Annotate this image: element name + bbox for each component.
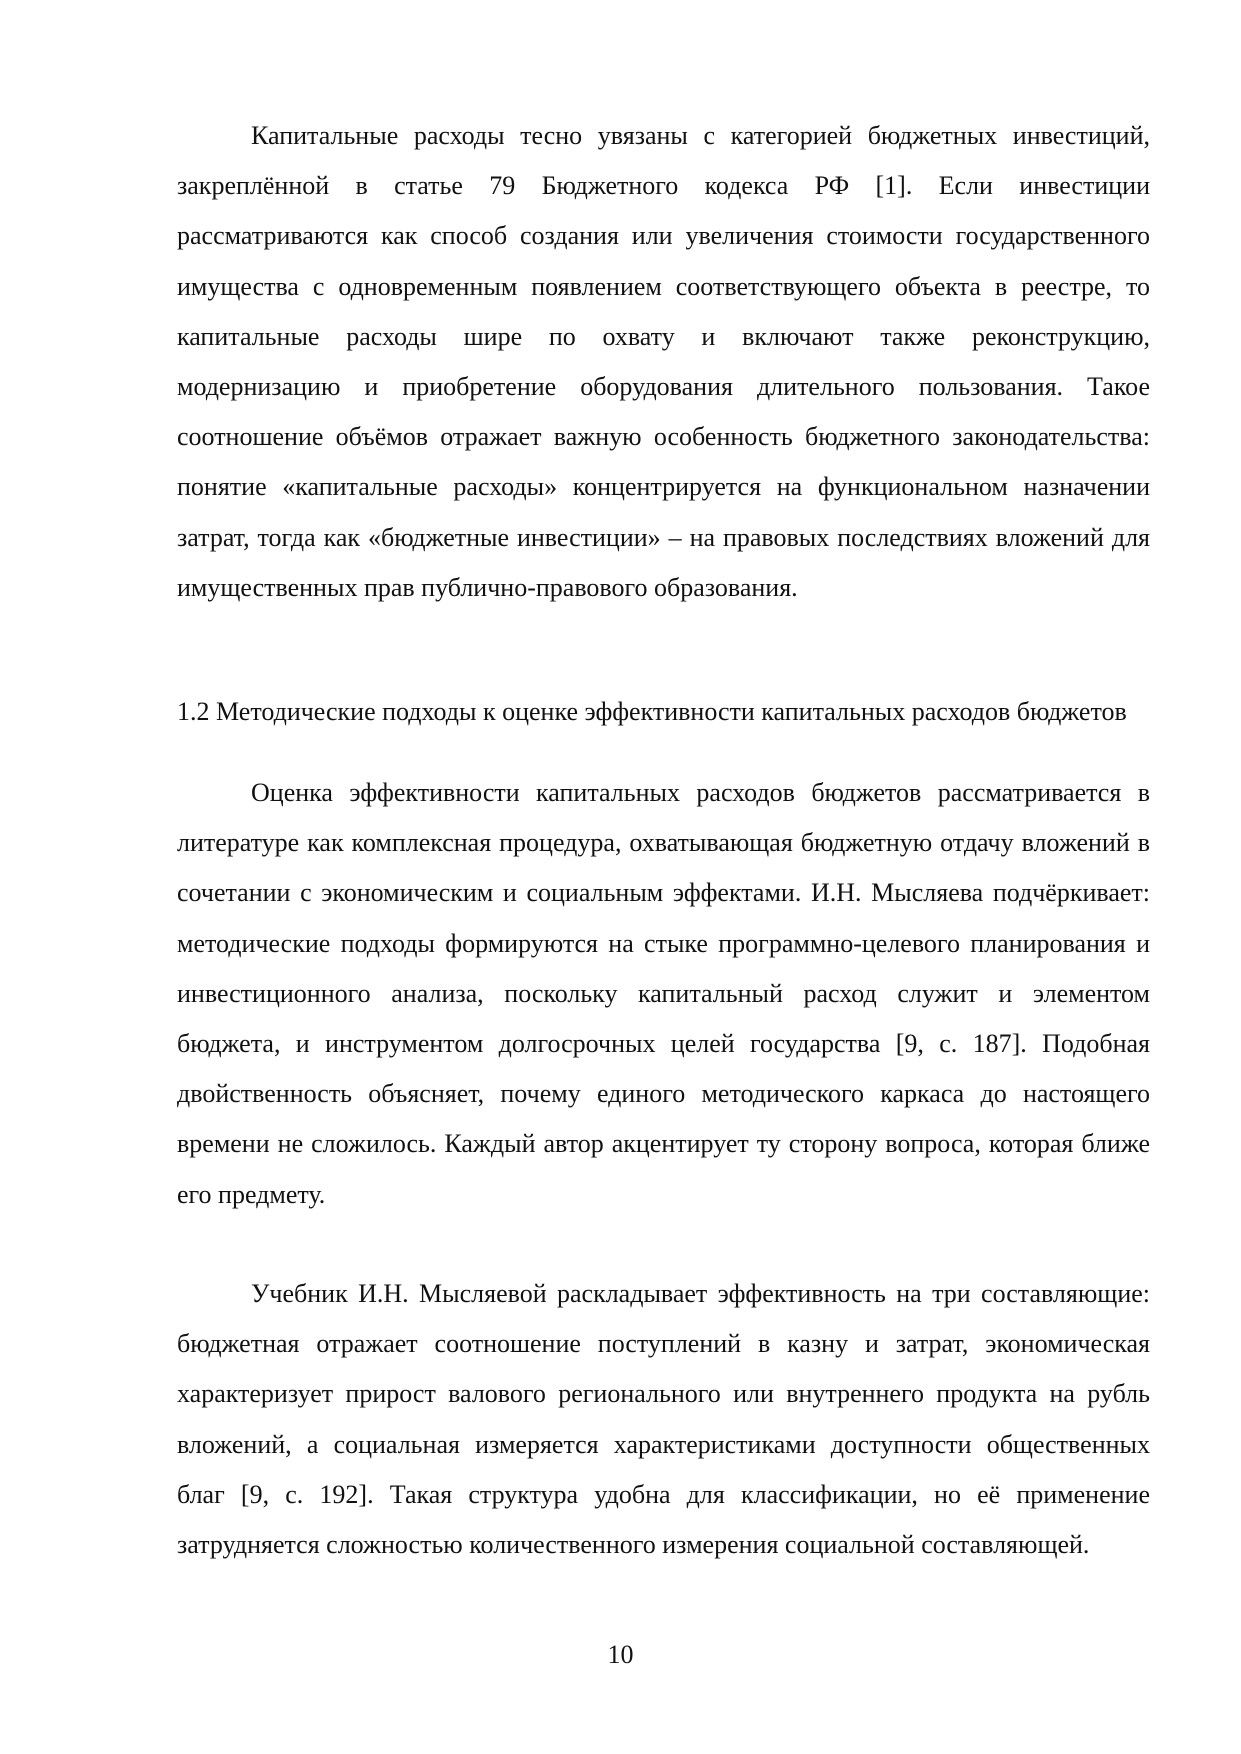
page-number: 10 — [607, 1640, 634, 1669]
body-paragraph: Оценка эффективности капитальных расходов бюджетов рассматривается в литературе как комплексная процедура, охватывающая бюджетную отдачу вложений в сочетании с экономическим и социальным эффектами. И.Н. Мысляева подчёркивает: методические подходы формируются на стыке программно-целевого планирования и инвестиционного анализа, поскольку капитальный расход служит и элементом бюджета, и инструментом долгосрочных целей государства [9, с. 187]. Подобная двойственность объясняет, почему единого методического каркаса до настоящего времени не сложилось. Каждый автор акцентирует ту сторону вопроса, которая ближе его предмету. — [177, 778, 1150, 1209]
body-paragraph: Капитальные расходы тесно увязаны с категорией бюджетных инвестиций, закреплённой в статье 79 Бюджетного кодекса РФ [1]. Если инвестиции рассматриваются как способ создания или увеличения стоимости государственного имущества с одновременным появлением соответствующего объекта в реестре, то капитальные расходы шире по охвату и включают также реконструкцию, модернизацию и приобретение оборудования длительного пользования. Такое соотношение объёмов отражает важную особенность бюджетного законодательства: понятие «капитальные расходы» концентрируется на функциональном назначении затрат, тогда как «бюджетные инвестиции» – на правовых последствиях вложений для имущественных прав публично-правового образования. — [177, 121, 1150, 602]
section-heading: 1.2 Методические подходы к оценке эффективности капитальных расходов бюджетов — [177, 697, 1127, 726]
body-paragraph: Учебник И.Н. Мысляевой раскладывает эффективность на три составляющие: бюджетная отражает соотношение поступлений в казну и затрат, экономическая характеризует прирост валового регионального или внутреннего продукта на рубль вложений, а социальная измеряется характеристиками доступности общественных благ [9, с. 192]. Такая структура удобна для классификации, но её применение затрудняется сложностью количественного измерения социальной составляющей. — [177, 1279, 1150, 1560]
